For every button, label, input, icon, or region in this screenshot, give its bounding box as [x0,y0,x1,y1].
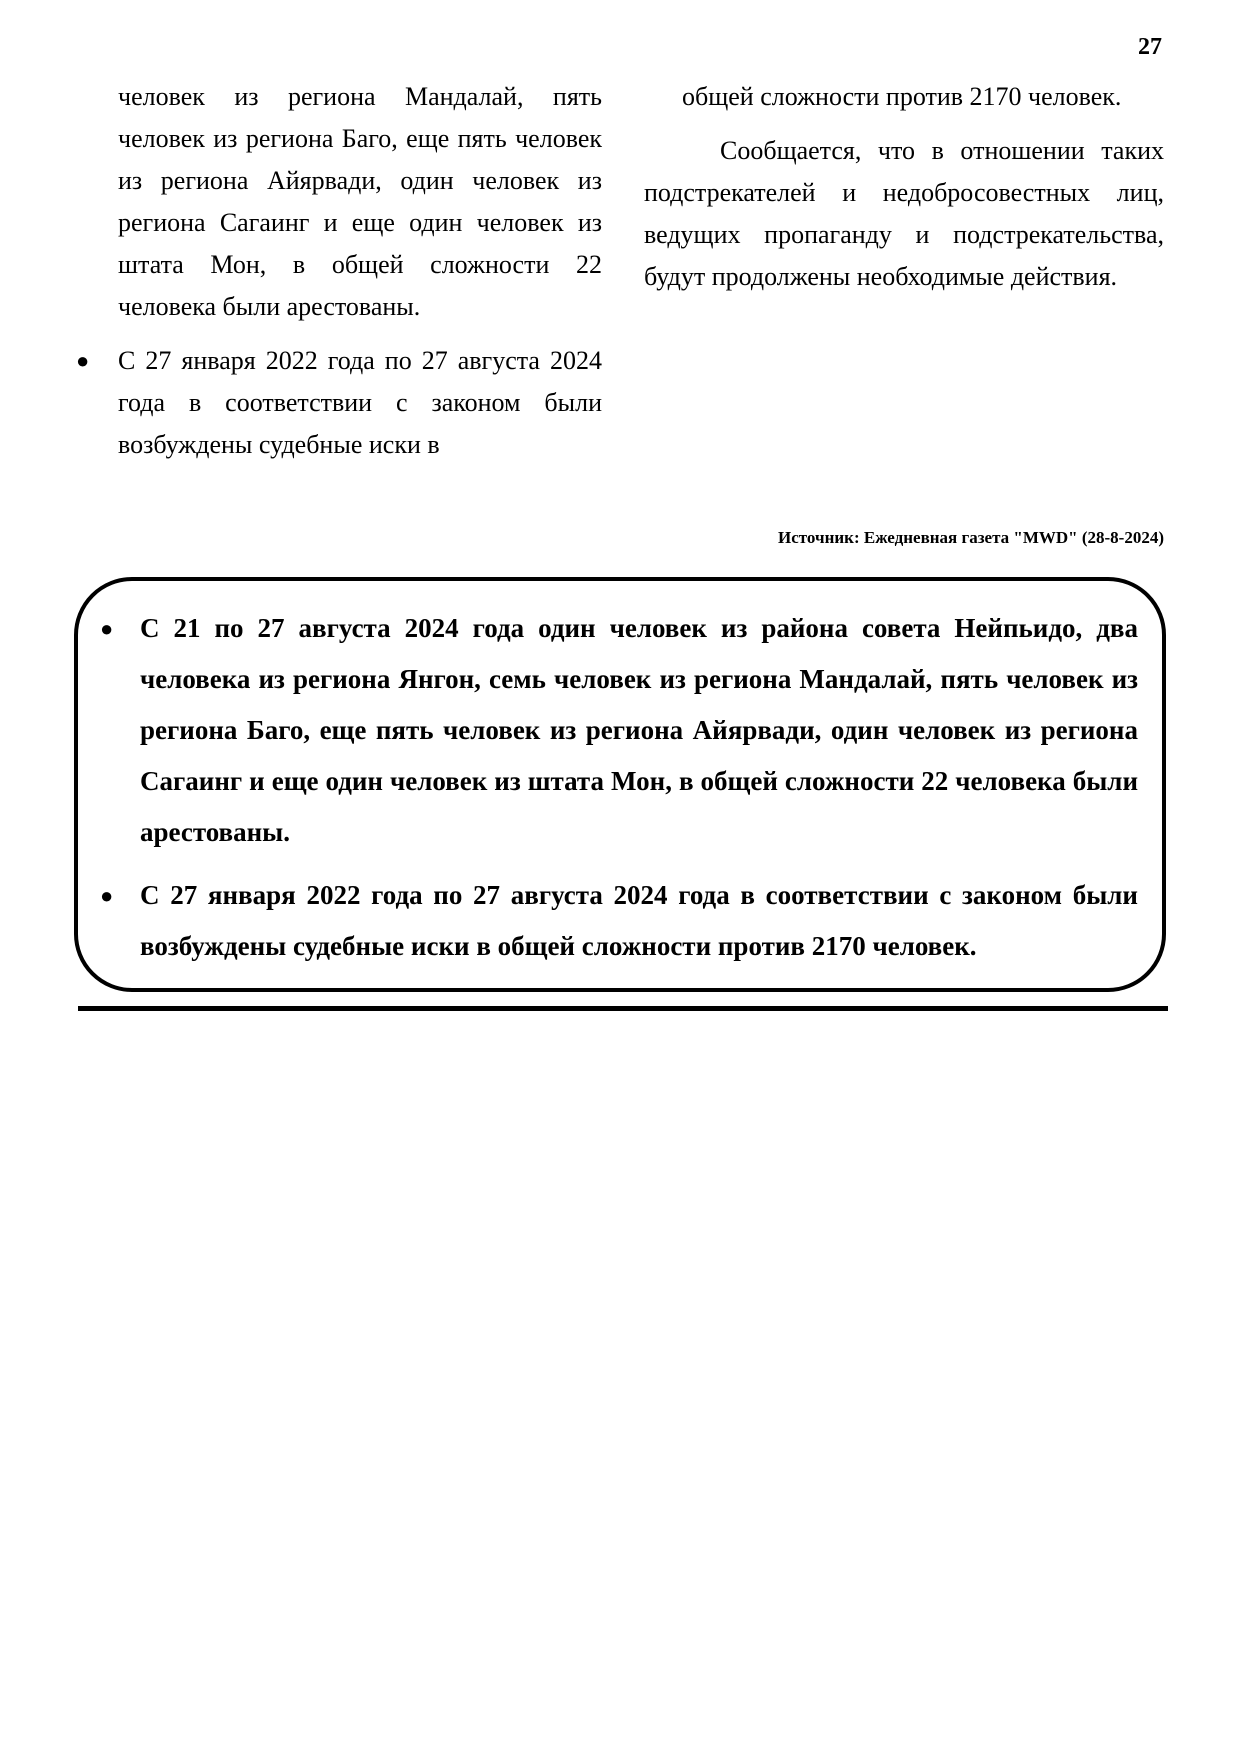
page-number: 27 [1138,34,1162,60]
bullet-icon: ● [100,883,114,908]
source-citation: Источник: Ежедневная газета "MWD" (28-8-2024) [778,528,1164,547]
bottom-rule [78,1006,1168,1011]
summary-list [100,603,1138,984]
left-column-bullet-item [76,340,602,466]
summary-item [100,603,1138,858]
summary-item-text: С 27 января 2022 года по 27 августа 2024 года в соответствии с законом были возбуждены судебные иски в общей сложности против 2170 человек. [140,880,1138,961]
summary-box [74,577,1166,992]
bullet-icon: ● [100,616,114,641]
summary-item-text: С 21 по 27 августа 2024 года один человек из района совета Нейпьидо, два человека из региона Янгон, семь человек из региона Мандалай, пять человек из региона Баго, еще пять человек из региона Айярвади, один человек из региона Сагаинг и еще один человек из штата Мон, в общей сложности 22 человека были арестованы. [140,613,1138,847]
bullet-icon: ● [76,348,90,373]
left-column-continuation: человек из региона Мандалай, пять человек из региона Баго, еще пять человек из региона Айярвади, один человек из региона Сагаинг и еще один человек из штата Мон, в общей сложности 22 человека были арестованы. [118,82,602,321]
right-column [644,76,1164,298]
left-column-bullet-text: С 27 января 2022 года по 27 августа 2024 года в соответствии с законом были возбуждены судебные иски в [118,346,602,459]
right-column-continuation: общей сложности против 2170 человек. [682,82,1122,111]
summary-item [100,870,1138,972]
left-column [76,76,602,466]
right-column-paragraph: Сообщается, что в отношении таких подстрекателей и недобросовестных лиц, ведущих пропаганду и подстрекательства, будут продолжены необходимые действия. [644,136,1164,291]
